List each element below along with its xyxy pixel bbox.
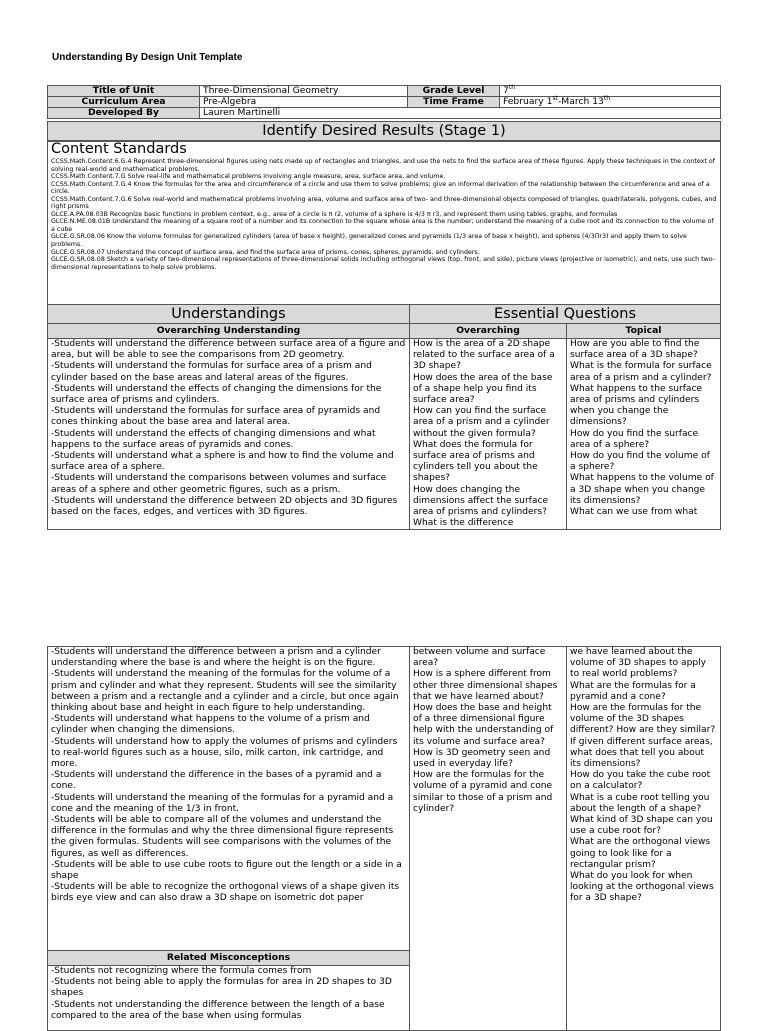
standard-item: GLCE.A.PA.08.03B Recognize basic functions in problem context, e.g., area of a circle is π r2, volume of a sphere is 4/3 π r3, and represent them using tables, graphs, and formulas	[51, 210, 618, 218]
understanding-item: -Students will be able to recognize the orthogonal views of a shape given its birds eye view and can also draw a 3D shape on isometric dot paper	[51, 882, 400, 904]
standard-item: GLCE.G.SR.08.07 Understand the concept of surface area, and find the surface area of prisms, cones, spheres, pyramids, and cylinders.	[51, 248, 480, 256]
topical-question: What kind of 3D shape can you use a cube root for?	[570, 815, 713, 837]
overarching-questions-cell-continued	[410, 647, 567, 1031]
topical-questions-cell-continued	[567, 647, 721, 1031]
overarching-question: How is 3D geometry seen and used in everyday life?	[413, 747, 551, 770]
overarching-understanding-subheading: Overarching Understanding	[48, 324, 410, 339]
developed-by-label: Developed By	[48, 108, 200, 119]
understanding-item: -Students will be able to compare all of the volumes and understand the difference in the formulas and why the three dimensional figure represents the given formulas. Students will see comparisons with the volumes of the figures, as well as differences.	[51, 815, 394, 859]
understanding-item: -Students will understand what happens to the volume of a prism and cylinder when changing the dimensions.	[51, 714, 370, 736]
content-standards-list	[51, 158, 717, 271]
topical-question: If given different surface areas, what does that tell you about its dimensions?	[570, 736, 713, 770]
understanding-item: -Students will understand how to apply the volumes of prisms and cylinders to real-world figures such as a house, silo, milk carton, ink cartridge, and more.	[51, 736, 398, 770]
misconception-item: -Students not being able to apply the formulas for area in 2D shapes to 3D shapes	[51, 977, 392, 999]
understanding-item: -Students will be able to use cube roots to figure out the length or a side in a shape	[51, 859, 402, 882]
overarching-question: How are the formulas for the volume of a pyramid and cone similar to those of a prism and cylinder?	[413, 770, 553, 814]
understandings-cell-continued	[48, 647, 410, 951]
overarching-questions-cell	[410, 339, 567, 530]
unit-info-table	[47, 85, 721, 119]
topical-question: How do you find the surface area of a sphere?	[570, 428, 699, 450]
understanding-item: -Students will understand what a sphere is and how to find the volume and surface area of a sphere.	[51, 451, 394, 473]
overarching-question: between volume and surface area?	[413, 647, 546, 669]
topical-question: we have learned about the volume of 3D shapes to apply to real world problems?	[570, 647, 707, 680]
overarching-question: How is the area of a 2D shape related to the surface area of a 3D shape?	[413, 339, 555, 372]
essential-questions-heading: Essential Questions	[410, 305, 721, 324]
standard-item: CCSS.Math.Content.7.G.6 Solve real-world and mathematical problems involving area, volume and surface area of two- and three-dimensional objects composed of triangles, quadrilaterals, polygons, cubes, and right prisms	[51, 195, 717, 211]
understanding-item: -Students will understand the difference between a prism and a cylinder understanding where the base is and where the height is on the figure.	[51, 647, 381, 669]
topical-subheading: Topical	[567, 324, 721, 339]
developed-by-value: Lauren Martinelli	[200, 108, 721, 119]
understandings-table-page1	[47, 304, 721, 530]
topical-question: How do you find the volume of a sphere?	[570, 451, 710, 473]
understanding-item: -Students will understand the comparisons between volumes and surface areas of a sphere and other geometric figures, such as a prism.	[51, 473, 387, 495]
curriculum-area-value: Pre-Algebra	[200, 97, 408, 108]
time-frame-value: February 1st-March 13th	[500, 97, 721, 108]
misconception-item: -Students not recognizing where the formula comes from	[51, 966, 312, 976]
topical-question: What are the formulas for a pyramid and a cone?	[570, 680, 696, 702]
title-of-unit-value: Three-Dimensional Geometry	[200, 86, 408, 97]
overarching-question: What is the difference	[413, 518, 514, 529]
overarching-question: How is a sphere different from other three dimensional shapes that we have learned about?	[413, 669, 558, 702]
understanding-item: -Students will understand the effects of changing the dimensions for the surface area of prisms and cylinders.	[51, 383, 382, 406]
standard-item: CCSS.Math.Content.7.G.4 Know the formulas for the area and circumference of a circle and use them to solve problems; give an informal derivation of the relationship between the circumference and area of a circle.	[51, 180, 710, 196]
content-standards-heading: Content Standards	[51, 141, 187, 157]
understanding-item: -Students will understand the formulas for surface area of pyramids and cones thinking about the base area and lateral area.	[51, 406, 381, 428]
topical-question: How are you able to find the surface area of a 3D shape?	[570, 339, 700, 361]
topical-question: What is a cube root telling you about the length of a shape?	[570, 792, 710, 814]
standard-item: CCSS.Math.Content.6.G.4 Represent three-dimensional figures using nets made up of rectangles and triangles, and use the nets to find the surface area of these figures. Apply these techniques in the context of solving real-world and mathematical problems.	[51, 158, 715, 173]
misconception-item: -Students not understanding the difference between the length of a base compared to the area of the base when using formulas	[51, 999, 385, 1021]
grade-level-label: Grade Level	[408, 86, 500, 97]
standard-item: GLCE.G.SR.08.08 Sketch a variety of two-dimensional representations of three-dimensional solids including orthogonal views (top, front, and side), picture views (projective or isometric), and nets, use such two-dimensional representations to help solve problems.	[51, 256, 715, 271]
overarching-question: How does the base and height of a three dimensional figure help with the understanding of its volume and surface area?	[413, 703, 554, 747]
understandings-cell	[48, 339, 410, 530]
overarching-question: How can you find the surface area of a prism and a cylinder without the given formula?	[413, 406, 550, 439]
understandings-table-page2	[47, 646, 721, 1031]
stage1-heading: Identify Desired Results (Stage 1)	[48, 122, 721, 142]
time-frame-label: Time Frame	[408, 97, 500, 108]
understandings-heading: Understandings	[48, 305, 410, 324]
overarching-subheading: Overarching	[410, 324, 567, 339]
understanding-item: -Students will understand the meaning of the formulas for a pyramid and a cone and the meaning of the 1/3 in front.	[51, 792, 394, 814]
title-of-unit-label: Title of Unit	[48, 86, 200, 97]
topical-question: What is the formula for surface area of a prism and a cylinder?	[570, 361, 712, 383]
standard-item: GLCE.N.ME.08.01B Understand the meaning of a square root of a number and its connection to the square whose area is the number; understand the meaning of a cube root and its connection to the volume of a cube	[51, 218, 714, 233]
overarching-question: What does the formula for surface area of prisms and cylinders tell you about the shapes?	[413, 439, 538, 484]
standard-item: GLCE.G.SR.08.06 Know the volume formulas for generalized cylinders (area of base x height), generalized cones and pyramids (1/3 area of base x height), and spheres (4/3Πr3) and apply them to solve problems.	[51, 233, 687, 249]
content-standards-table	[47, 140, 721, 305]
understanding-item: -Students will understand the difference in the bases of a pyramid and a cone.	[51, 770, 382, 792]
misconceptions-cell	[48, 966, 410, 1031]
topical-question: What do you look for when looking at the orthogonal views for a 3D shape?	[570, 871, 714, 904]
document-title: Understanding By Design Unit Template	[52, 52, 243, 63]
overarching-question: How does the area of the base of a shape help you find its surface area?	[413, 372, 553, 406]
grade-level-value: 7th	[500, 86, 721, 97]
overarching-question: How does changing the dimensions affect the surface area of prisms and cylinders?	[413, 484, 549, 518]
topical-question: What are the orthogonal views going to look like for a rectangular prism?	[570, 837, 711, 870]
stage1-heading-table	[47, 121, 721, 142]
understanding-item: -Students will understand the difference between surface area of a figure and area, but will be able to see the comparisons from 2D geometry.	[51, 339, 406, 361]
related-misconceptions-heading: Related Misconceptions	[48, 951, 410, 966]
understanding-item: -Students will understand the difference between 2D objects and 3D figures based on the faces, edges, and vertices with 3D figures.	[51, 495, 398, 518]
understanding-item: -Students will understand the formulas for surface area of a prism and cylinder based on the base areas and lateral areas of the figures.	[51, 361, 372, 383]
understanding-item: -Students will understand the meaning of the formulas for the volume of a prism and cylinder and what they represent. Students will see the similarity between a prism and a rectangle and a cylinder and a circle, but once again thinking about base and height in each figure to help understanding.	[51, 669, 399, 714]
topical-question: How are the formulas for the volume of the 3D shapes different? How are they similar?	[570, 703, 716, 736]
topical-question: What happens to the volume of a 3D shape when you change its dimensions?	[570, 473, 714, 506]
standard-item: CCSS.Math.Content.7.G Solve real-life and mathematical problems involving angle measure, area, surface area, and volume.	[51, 173, 446, 181]
topical-question: How do you take the cube root on a calculator?	[570, 770, 711, 792]
topical-question: What happens to the surface area of prisms and cylinders when you change the dimensions?	[570, 383, 703, 428]
curriculum-area-label: Curriculum Area	[48, 97, 200, 108]
understanding-item: -Students will understand the effects of changing dimensions and what happens to the surface areas of pyramids and cones.	[51, 428, 376, 450]
topical-questions-cell	[567, 339, 721, 530]
topical-question: What can we use from what	[570, 507, 698, 518]
